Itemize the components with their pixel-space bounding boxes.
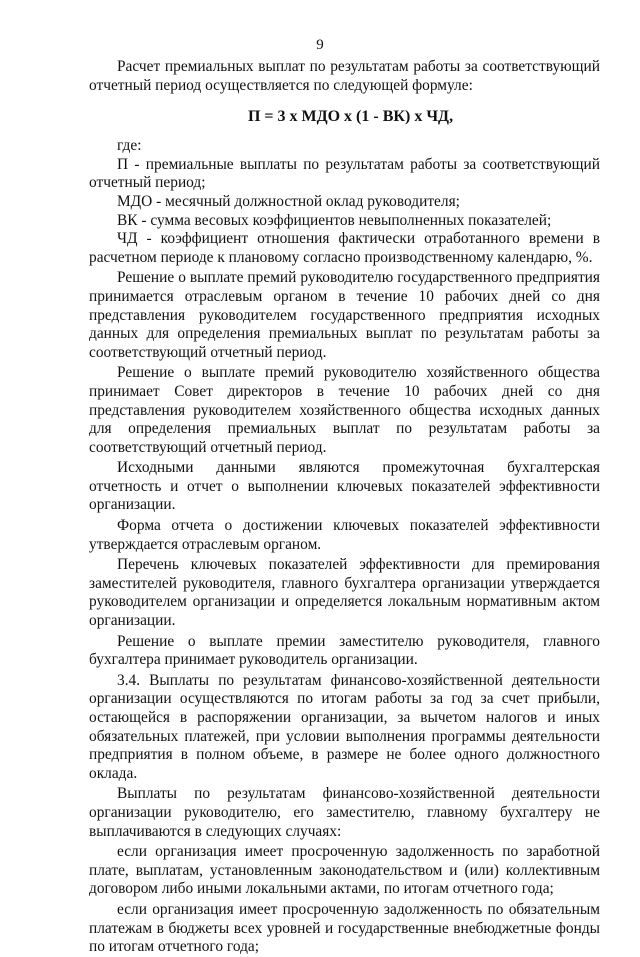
paragraph-clause-3-4: 3.4. Выплаты по результатам финансово-хозяйственной деятельности организации осуществляются по итогам работы за год за счет прибыли, остающейся в распоряжении организации, за вычетом налогов и иных обязательных платежей, при условии выполнения программы деятельности предприятия в полном объеме, в размере не более одного должностного оклада. <box>89 671 600 782</box>
definition-p: П - премиальные выплаты по результатам работы за соответствующий отчетный период; <box>89 155 600 192</box>
definition-vk: ВК - сумма весовых коэффициентов невыполненных показателей; <box>117 211 552 229</box>
paragraph-case-budget-debt: если организация имеет просроченную задолженность по обязательным платежам в бюджеты всех уровней и государственные внебюджетные фонды по итогам отчетного года; <box>89 900 600 956</box>
paragraph-source-data: Исходными данными являются промежуточная бухгалтерская отчетность и отчет о выполнении ключевых показателей эффективности организации. <box>89 459 600 514</box>
paragraph-where: где: <box>117 137 142 155</box>
page-number: 9 <box>316 37 324 53</box>
paragraph-decision-company: Решение о выплате премий руководителю хозяйственного общества принимает Совет директоров в течение 10 рабочих дней со дня представления руководителем хозяйственного общества исходных данных для определения премиальных выплат по результатам работы за соответствующий отчетный период. <box>89 364 600 456</box>
paragraph-intro: Расчет премиальных выплат по результатам работы за соответствующий отчетный период осуществляется по следующей формуле: <box>89 58 600 94</box>
paragraph-kpi-list: Перечень ключевых показателей эффективности для премирования заместителей руководителя, главного бухгалтера организации утверждается руководителем организации и определяется локальным нормативным актом организации. <box>89 556 600 630</box>
definition-mdo: МДО - месячный должностной оклад руководителя; <box>117 192 460 210</box>
paragraph-case-salary-debt: если организация имеет просроченную задолженность по заработной плате, выплатам, установленным законодательством и (или) коллективным договором либо иными локальными актами, по итогам отчетного года; <box>89 843 600 898</box>
paragraph-report-form: Форма отчета о достижении ключевых показателей эффективности утверждается отраслевым органом. <box>89 517 600 553</box>
document-body <box>89 58 600 957</box>
paragraph-not-paid: Выплаты по результатам финансово-хозяйственной деятельности организации руководителю, его заместителю, главному бухгалтеру не выплачиваются в следующих случаях: <box>89 785 600 840</box>
definition-chd: ЧД - коэффициент отношения фактически отработанного времени в расчетном периоде к плановому согласно производственному календарю, %. <box>89 230 600 266</box>
paragraph-decision-state-enterprise: Решение о выплате премий руководителю государственного предприятия принимается отраслевым органом в течение 10 рабочих дней со дня представления руководителем государственного предприятия исходных данных для определения премиальных выплат по результатам работы за соответствующий отчетный период. <box>89 269 600 361</box>
paragraph-deputy-decision: Решение о выплате премии заместителю руководителя, главного бухгалтера принимает руководитель организации. <box>89 632 600 669</box>
premium-formula: П = 3 х МДО х (1 - ВК) х ЧД, <box>247 108 454 126</box>
